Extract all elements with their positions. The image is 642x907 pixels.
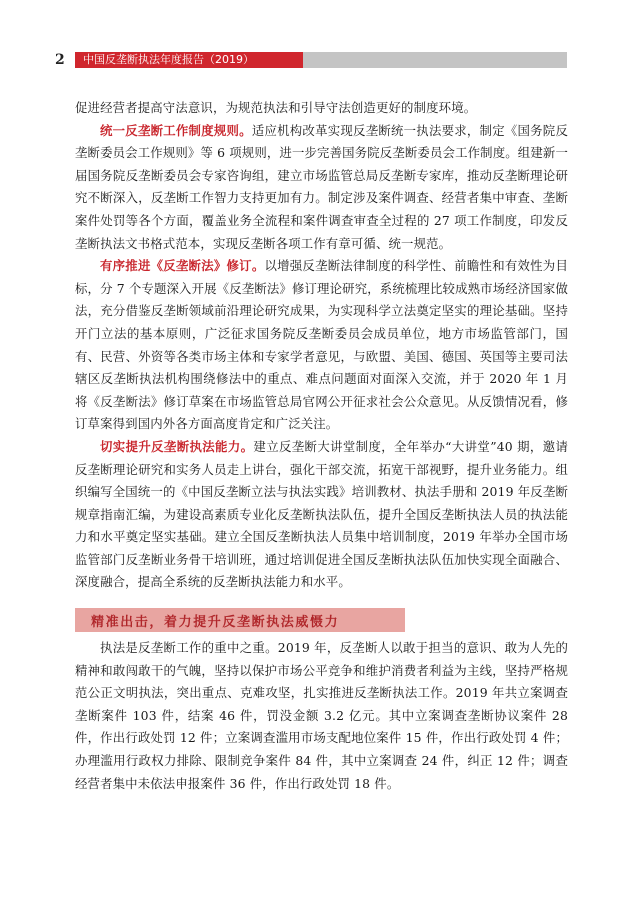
paragraph-heading: 切实提升反垄断执法能力。 — [100, 438, 254, 454]
page-number: 2 — [55, 52, 65, 68]
page-header — [55, 51, 567, 69]
section-heading-bar — [75, 608, 405, 632]
main-content — [75, 97, 568, 795]
section-title: 精准出击，着力提升反垄断执法威慑力 — [91, 614, 340, 630]
paragraph-text: 建立反垄断大讲堂制度，全年举办“大讲堂”40 期，邀请反垄断理论研究和实务人员走上讲台，强化干部交流，拓宽干部视野，提升业务能力。组织编写全国统一的《中国反垄断立法与执法实践》培训教材、执法手册和 2019 年反垄断规章指南汇编，为建设高素质专业化反垄断执法队伍，提升全国反垄断执法人员的执法能力和水平奠定坚实基础。建立全国反垄断执法人员集中培训制度，2019 年举办全国市场监管部门反垄断业务骨干培训班，通过培训促进全国反垄断执法队伍加快实现全面融合、深度融合，提高全系统的反垄断执法能力和水平。 — [75, 438, 568, 590]
header-title-bar — [75, 52, 303, 68]
paragraph-capacity — [75, 436, 568, 594]
paragraph-heading: 有序推进《反垄断法》修订。 — [100, 258, 265, 274]
report-title: 中国反垄断执法年度报告（2019） — [83, 53, 254, 66]
paragraph-text: 以增强反垄断法律制度的科学性、前瞻性和有效性为目标，分 7 个专题深入开展《反垄断法》修订理论研究，系统梳理比较成熟市场经济国家做法，充分借鉴反垄断领域前沿理论研究成果，为实现科学立法奠定坚实的理论基础。坚持开门立法的基本原则，广泛征求国务院反垄断委员会成员单位，地方市场监管部门，国有、民营、外资等各类市场主体和专家学者意见，与欧盟、美国、德国、英国等主要司法辖区反垄断执法机构围绕修法中的重点、难点问题面对面深入交流，并于 2020 年 1 月将《反垄断法》修订草案在市场监管总局官网公开征求社会公众意见。从反馈情况看，修订草案得到国内外各方面高度肯定和广泛关注。 — [75, 258, 568, 432]
paragraph-text: 适应机构改革实现反垄断统一执法要求，制定《国务院反垄断委员会工作规则》等 6 项规则，进一步完善国务院反垄断委员会工作制度。组建新一届国务院反垄断委员会专家咨询组，建立市场监管总局反垄断专家库，推动反垄断理论研究不断深入，反垄断工作智力支持更加有力。制定涉及案件调查、经营者集中审查、垄断案件处罚等各个方面，覆盖业务全流程和案件调查审查全过程的 27 项工作制度，印发反垄断执法文书格式范本，实现反垄断各项工作有章可循、统一规范。 — [75, 122, 568, 251]
intro-paragraph: 促进经营者提高守法意识，为规范执法和引导守法创造更好的制度环境。 — [75, 100, 477, 115]
paragraph-enforcement: 执法是反垄断工作的重中之重。2019 年，反垄断人以敢于担当的意识、敢为人先的精神和敢闯敢干的气魄，坚持以保护市场公平竞争和维护消费者利益为主线，坚持严格规范公正文明执法，突出重点、克难攻坚，扎实推进反垄断执法工作。2019 年共立案调查垄断案件 103 件，结案 46 件，罚没金额 3.2 亿元。其中立案调查垄断协议案件 28 件，作出行政处罚 12 件；立案调查滥用市场支配地位案件 15 件，作出行政处罚 4 件；办理滥用行政权力排除、限制竞争案件 84 件，其中立案调查 24 件，纠正 12 件；调查经营者集中未依法申报案件 36 件，作出行政处罚 18 件。 — [75, 640, 568, 791]
header-grey-bar — [303, 52, 567, 68]
paragraph-unify-rules — [75, 120, 568, 256]
paragraph-law-revision — [75, 255, 568, 436]
paragraph-heading: 统一反垄断工作制度规则。 — [100, 122, 252, 138]
